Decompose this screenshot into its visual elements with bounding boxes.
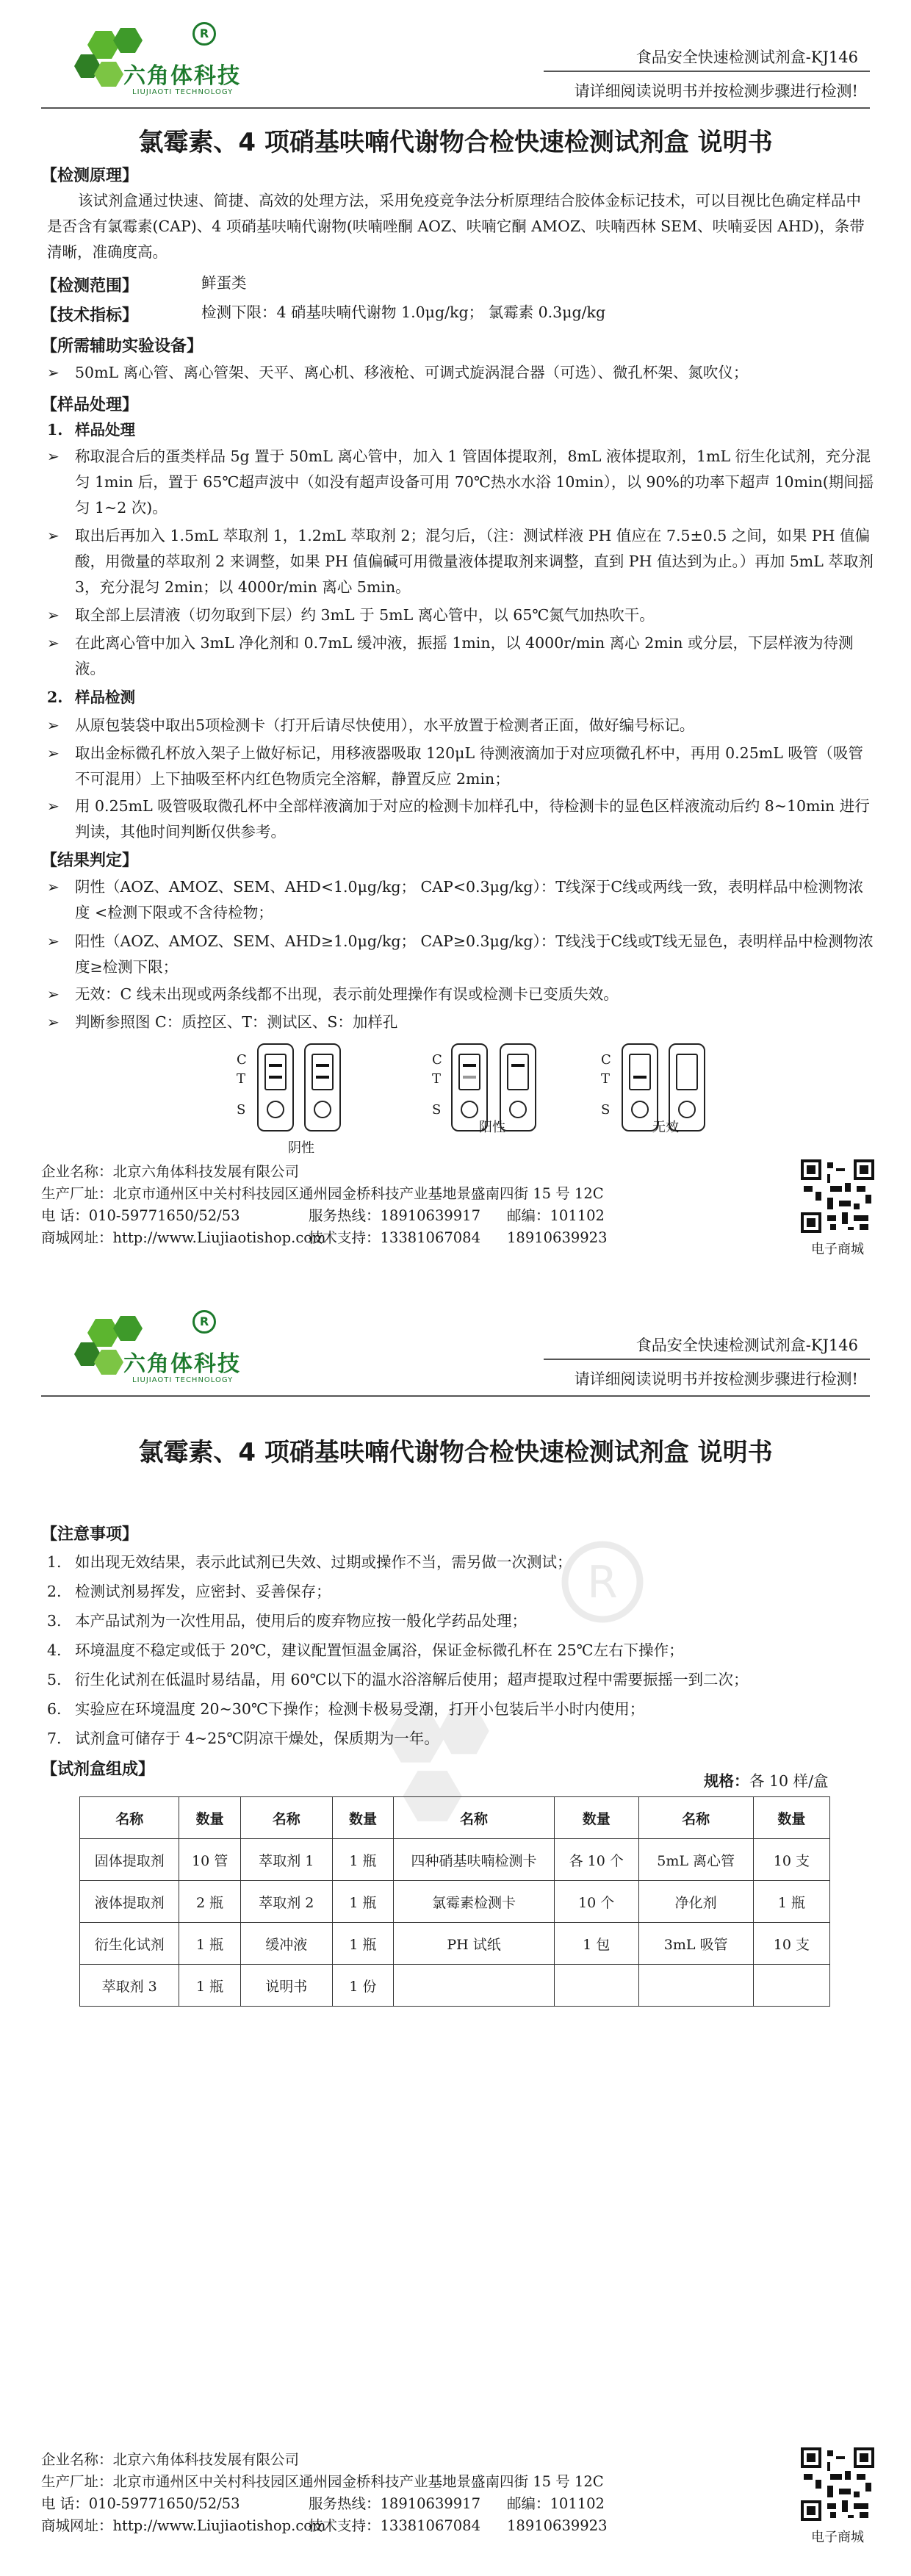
sub1-number: 1.: [47, 421, 63, 439]
table-cell: 各 10 个: [554, 1839, 638, 1881]
table-cell: 2 瓶: [179, 1881, 240, 1923]
logo-english: LIUJIAOTI TECHNOLOGY: [132, 88, 234, 96]
bullet-arrow-icon: ➢: [47, 797, 60, 815]
table-cell: 1 瓶: [332, 1881, 393, 1923]
table-cell: 1 包: [554, 1923, 638, 1965]
label-t: T: [601, 1071, 611, 1087]
note-number: 4.: [47, 1641, 62, 1659]
bullet-arrow-icon: ➢: [47, 932, 60, 950]
table-cell: 3mL 吸管: [638, 1923, 753, 1965]
header-rule: [41, 1395, 870, 1397]
table-cell: 萃取剂 3: [80, 1965, 179, 2007]
table-cell: 衍生化试剂: [80, 1923, 179, 1965]
table-row: [80, 1965, 830, 2007]
table-row: [80, 1839, 830, 1881]
footer-address: 生产厂址：北京市通州区中关村科技园区通州园金桥科技产业基地景盛南四街 15 号 12C: [41, 1185, 604, 1202]
table-cell: 1 份: [332, 1965, 393, 2007]
svg-text:R: R: [587, 1557, 618, 1608]
sample-heading: 【样品处理】: [41, 396, 139, 414]
product-line: 食品安全快速检测试剂盒-KJ146: [635, 1336, 858, 1354]
qr-label: 电子商城: [811, 1242, 864, 1257]
footer-postcode: 邮编：101102: [507, 2495, 605, 2512]
table-cell: 10 个: [554, 1881, 638, 1923]
table-cell: 1 瓶: [753, 1881, 829, 1923]
instruction-page-2: [0, 1288, 911, 2576]
kit-spec-label: 规格：: [704, 1772, 749, 1790]
note-number: 1.: [47, 1553, 62, 1571]
header-qty: 数量: [753, 1797, 829, 1839]
bullet-arrow-icon: ➢: [47, 606, 60, 624]
table-cell: 1 瓶: [332, 1923, 393, 1965]
step2-1: 从原包装袋中取出5项检测卡（打开后请尽快使用），水平放置于检测者正面，做好编号标记。: [75, 716, 695, 734]
table-cell: 1 瓶: [332, 1839, 393, 1881]
result-heading: 【结果判定】: [41, 852, 139, 870]
header-qty: 数量: [179, 1797, 240, 1839]
footer-phone: 电 话：010-59771650/52/53: [41, 2495, 240, 2512]
header-name: 名称: [638, 1797, 753, 1839]
note-4: 环境温度不稳定或低于 20℃，建议配置恒温金属浴，保证金标微孔杯在 25℃左右下操作；: [75, 1641, 684, 1659]
label-s: S: [432, 1102, 442, 1118]
bullet-arrow-icon: ➢: [47, 985, 60, 1003]
footer-support-2: 18910639923: [507, 1229, 608, 1246]
sub2-number: 2.: [47, 688, 63, 706]
table-cell: 10 支: [753, 1923, 829, 1965]
header-name: 名称: [240, 1797, 332, 1839]
step1-2: 取出后再加入 1.5mL 萃取剂 1，1.2mL 萃取剂 2；混匀后，（注：测试样液 PH 值应在 7.5±0.5 之间，如果 PH 值偏酸，用微量的萃取剂 2 来调整，如果 PH 值偏碱可用微量液体提取剂来调整，直到 PH 值达到为止。）再加 5mL 萃取剂 3，充分混匀 2min；以 4000r/min 离心 5min。: [75, 527, 874, 596]
table-cell: [554, 1965, 638, 2007]
label-t: T: [432, 1071, 442, 1087]
footer-support-2: 18910639923: [507, 2517, 608, 2534]
label-t: T: [237, 1071, 246, 1087]
principle-heading: 【检测原理】: [41, 167, 139, 185]
bullet-arrow-icon: ➢: [47, 1013, 60, 1031]
note-6: 实验应在环境温度 20~30℃下操作；检测卡极易受潮，打开小包装后半小时内使用；: [75, 1700, 645, 1718]
footer-company: 企业名称：北京六角体科技发展有限公司: [41, 2451, 300, 2468]
kit-heading: 【试剂盒组成】: [41, 1760, 155, 1779]
logo-text: 六角体科技: [123, 1351, 241, 1377]
principle-text: 该试剂盒通过快速、简捷、高效的处理方法，采用免疫竞争法分析原理结合胶体金标记技术，可以目视比色确定样品中是否含有氯霉素(CAP)、4 项硝基呋喃代谢物(呋喃唑酮 AOZ、呋喃它酮 AMOZ、呋喃西林 SEM、呋喃妥因 AHD)，条带清晰，准确度高。: [47, 192, 865, 261]
notes-heading: 【注意事项】: [41, 1525, 139, 1544]
bullet-arrow-icon: ➢: [47, 447, 60, 465]
negative-strip-1: [257, 1043, 294, 1132]
product-line: 食品安全快速检测试剂盒-KJ146: [635, 48, 858, 66]
note-number: 6.: [47, 1700, 62, 1718]
note-5: 衍生化试剂在低温时易结晶，用 60℃以下的温水浴溶解后使用；超声提取过程中需要振摇一到二次；: [75, 1671, 749, 1688]
sub1-title: 样品处理: [75, 421, 135, 439]
note-3: 本产品试剂为一次性用品，使用后的废弃物应按一般化学药品处理；: [75, 1612, 527, 1630]
table-cell: 5mL 离心管: [638, 1839, 753, 1881]
table-cell: PH 试纸: [394, 1923, 555, 1965]
spec-heading: 【技术指标】: [41, 306, 139, 325]
equipment-text: 50mL 离心管、离心管架、天平、离心机、移液枪、可调式旋涡混合器（可选）、微孔杯架、氮吹仪；: [75, 364, 749, 381]
step1-4: 在此离心管中加入 3mL 净化剂和 0.7mL 缓冲液，振摇 1min，以 4000r/min 离心 2min 或分层，下层样液为待测液。: [75, 634, 854, 677]
scope-text: 鲜蛋类: [201, 274, 247, 292]
table-cell: 氯霉素检测卡: [394, 1881, 555, 1923]
footer-address: 生产厂址：北京市通州区中关村科技园区通州园金桥科技产业基地景盛南四街 15 号 12C: [41, 2473, 604, 2490]
negative-label: 阴性: [288, 1140, 314, 1156]
note-number: 2.: [47, 1583, 62, 1600]
footer-service: 服务热线：18910639917: [309, 2495, 480, 2512]
table-cell: 净化剂: [638, 1881, 753, 1923]
document-title: 氯霉素、4 项硝基呋喃代谢物合检快速检测试剂盒 说明书: [138, 1438, 773, 1467]
header-qty: 数量: [554, 1797, 638, 1839]
footer-website: 商城网址：http://www.Liujiaotishop.com: [41, 2517, 326, 2534]
step2-2: 取出金标微孔杯放入架子上做好标记，用移液器吸取 120μL 待测液滴加于对应项微孔杯中，再用 0.25mL 吸管（吸管不可混用）上下抽吸至杯内红色物质完全溶解，静置反应 2min；: [75, 744, 863, 788]
table-cell: 说明书: [240, 1965, 332, 2007]
table-cell: 1 瓶: [179, 1923, 240, 1965]
spec-text: 检测下限：4 硝基呋喃代谢物 1.0μg/kg； 氯霉素 0.3μg/kg: [201, 303, 606, 321]
bullet-arrow-icon: ➢: [47, 364, 60, 381]
table-cell: 固体提取剂: [80, 1839, 179, 1881]
bullet-arrow-icon: ➢: [47, 716, 60, 734]
result-positive: 阳性（AOZ、AMOZ、SEM、AHD≥1.0μg/kg； CAP≥0.3μg/kg）：T线浅于C线或T线无显色，表明样品中检测物浓度≥检测下限；: [75, 932, 874, 976]
label-s: S: [601, 1102, 611, 1118]
sub2-title: 样品检测: [75, 688, 135, 706]
bullet-arrow-icon: ➢: [47, 634, 60, 652]
result-negative: 阴性（AOZ、AMOZ、SEM、AHD<1.0μg/kg； CAP<0.3μg/kg）：T线深于C线或两线一致，表明样品中检测物浓度 <检测下限或不含待检物；: [75, 878, 864, 921]
header-divider: [544, 71, 870, 72]
table-cell: [394, 1965, 555, 2007]
header-name: 名称: [80, 1797, 179, 1839]
document-title: 氯霉素、4 项硝基呋喃代谢物合检快速检测试剂盒 说明书: [138, 128, 773, 157]
invalid-label: 无效: [652, 1120, 679, 1135]
note-1: 如出现无效结果，表示此试剂已失效、过期或操作不当，需另做一次测试；: [75, 1553, 572, 1571]
note-7: 试剂盒可储存于 4~25℃阴凉干燥处，保质期为一年。: [75, 1730, 439, 1747]
bullet-arrow-icon: ➢: [47, 878, 60, 896]
label-c: C: [237, 1052, 247, 1068]
table-cell: 萃取剂 1: [240, 1839, 332, 1881]
qr-code-icon[interactable]: [801, 1159, 874, 1233]
label-c: C: [432, 1052, 442, 1068]
bullet-arrow-icon: ➢: [47, 744, 60, 762]
table-header-row: [80, 1797, 830, 1839]
logo-english: LIUJIAOTI TECHNOLOGY: [132, 1376, 234, 1384]
table-cell: 10 管: [179, 1839, 240, 1881]
step2-3: 用 0.25mL 吸管吸取微孔杯中全部样液滴加于对应的检测卡加样孔中，待检测卡的显色区样液流动后约 8~10min 进行判读，其他时间判断仅供参考。: [75, 797, 870, 841]
footer-service: 服务热线：18910639917: [309, 1207, 480, 1224]
kit-spec-value: 各 10 样/盒: [749, 1772, 829, 1790]
header-rule: [41, 107, 870, 109]
table-cell: 1 瓶: [179, 1965, 240, 2007]
bullet-arrow-icon: ➢: [47, 527, 60, 544]
table-cell: [638, 1965, 753, 2007]
table-cell: 液体提取剂: [80, 1881, 179, 1923]
registered-mark-icon: R: [192, 1310, 216, 1334]
table-cell: 四种硝基呋喃检测卡: [394, 1839, 555, 1881]
negative-strip-2: [304, 1043, 341, 1132]
result-reference: 判断参照图 C：质控区、T：测试区、S：加样孔: [75, 1013, 398, 1031]
table-row: [80, 1881, 830, 1923]
result-invalid: 无效：C 线未出现或两条线都不出现，表示前处理操作有误或检测卡已变质失效。: [75, 985, 619, 1003]
label-c: C: [601, 1052, 611, 1068]
scope-heading: 【检测范围】: [41, 277, 139, 295]
table-cell: 萃取剂 2: [240, 1881, 332, 1923]
registered-mark-icon: R: [192, 22, 216, 46]
table-row: [80, 1923, 830, 1965]
label-s: S: [237, 1102, 246, 1118]
footer-support: 技术支持：13381067084: [309, 1229, 480, 1246]
header-qty: 数量: [332, 1797, 393, 1839]
equipment-heading: 【所需辅助实验设备】: [41, 337, 204, 356]
positive-label: 阳性: [479, 1120, 505, 1135]
note-number: 3.: [47, 1612, 62, 1630]
table-cell: 缓冲液: [240, 1923, 332, 1965]
step1-3: 取全部上层清液（切勿取到下层）约 3mL 于 5mL 离心管中，以 65℃氮气加热吹干。: [75, 606, 655, 624]
header-name: 名称: [394, 1797, 555, 1839]
header-divider: [544, 1359, 870, 1360]
footer-phone: 电 话：010-59771650/52/53: [41, 1207, 240, 1224]
reading-notice: 请详细阅读说明书并按检测步骤进行检测!: [574, 1370, 858, 1388]
note-number: 7.: [47, 1730, 62, 1747]
footer-postcode: 邮编：101102: [507, 1207, 605, 1224]
note-number: 5.: [47, 1671, 62, 1688]
footer-company: 企业名称：北京六角体科技发展有限公司: [41, 1163, 300, 1180]
step1-1: 称取混合后的蛋类样品 5g 置于 50mL 离心管中，加入 1 管固体提取剂，8mL 液体提取剂，1mL 衍生化试剂，充分混匀 1min 后，置于 65℃超声波中（如没有超声设备可用 70℃热水水浴 10min），以 90%的功率下超声 10min(期间摇匀 1~2 次)。: [75, 447, 874, 517]
qr-code-icon[interactable]: [801, 2447, 874, 2521]
logo-text: 六角体科技: [123, 63, 241, 89]
table-cell: 10 支: [753, 1839, 829, 1881]
footer-support: 技术支持：13381067084: [309, 2517, 480, 2534]
qr-label: 电子商城: [811, 2530, 864, 2545]
reading-notice: 请详细阅读说明书并按检测步骤进行检测!: [574, 82, 858, 100]
kit-composition-table: [79, 1796, 830, 2007]
note-2: 检测试剂易挥发，应密封、妥善保存；: [75, 1583, 331, 1600]
footer-website: 商城网址：http://www.Liujiaotishop.com: [41, 1229, 326, 1246]
table-cell: [753, 1965, 829, 2007]
